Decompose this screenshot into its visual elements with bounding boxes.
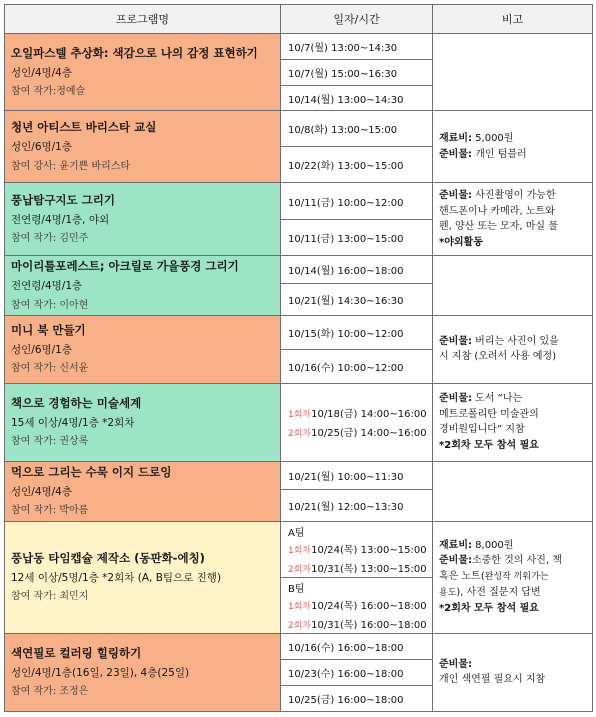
program-target: 성인/4명/1층(16일, 23일), 4층(25일) (11, 666, 190, 679)
session-date: 10/24(목) 13:00~15:00 (311, 544, 427, 556)
note-cell (433, 461, 593, 521)
program-cell (5, 521, 281, 633)
program-artist: 참여 작가: 권상록 (11, 436, 89, 448)
header-note: 비고 (433, 5, 593, 34)
program-cell (5, 383, 281, 461)
note-cell (433, 633, 593, 711)
program-target: 전연령/4명/1층 (11, 279, 83, 292)
note-text: 용도 (439, 587, 457, 598)
header-datetime: 일자/시간 (281, 5, 433, 34)
date-cell: 10/16(수) 10:00~12:00 (281, 349, 433, 383)
note-text: 버리는 사진이 있을 (471, 335, 559, 347)
session-label: 1회차 (288, 410, 312, 421)
date-cell: 10/21(월) 14:30~16:30 (281, 284, 433, 315)
note-text: 핸드폰이나 카메라, 노트와 (439, 205, 555, 217)
program-cell (5, 256, 281, 316)
note-cell (433, 34, 593, 111)
program-artist: 참여 강사: 윤기쁜 바리스타 (11, 160, 131, 172)
date-cell: 10/22(화) 13:00~15:00 (281, 147, 433, 183)
program-title: 미니 북 만들기 (11, 322, 86, 337)
note-cell (433, 256, 593, 316)
program-target: 15세 이상/4명/1층 *2회차 (11, 416, 135, 429)
program-artist: 참여 작가: 김민주 (11, 233, 89, 245)
header-program: 프로그램명 (5, 5, 281, 34)
note-cell (433, 111, 593, 183)
date-cell: 10/25(금) 16:00~18:00 (281, 685, 433, 711)
table-row (5, 111, 593, 147)
session-label: 2회차 (288, 429, 312, 440)
team-label: B팀 (288, 583, 305, 595)
session-date: 10/24(목) 16:00~18:00 (311, 600, 427, 612)
note-text: 경비원입니다” 지참 (439, 424, 525, 436)
note-label: 준비물: (439, 658, 472, 670)
program-title: 청년 아티스트 바리스타 교실 (11, 120, 157, 135)
team-label: A팀 (288, 527, 305, 539)
note-text: ), 사전 질문지 답변 (456, 586, 541, 598)
session-date: 10/31(목) 16:00~18:00 (311, 619, 427, 631)
note-text: 메트로폴리탄 미술관의 (439, 408, 539, 420)
session-label: 1회차 (288, 601, 312, 612)
session-label: 1회차 (288, 545, 312, 556)
note-text: 시 지참 (오려서 사용 예정) (439, 351, 557, 363)
program-cell (5, 34, 281, 111)
program-title: 풍납탐구지도 그리기 (11, 192, 115, 207)
table-row (5, 183, 593, 220)
program-target: 12세 이상/5명/1층 *2회차 (A, B팀으로 진행) (11, 571, 222, 584)
program-target: 성인/6명/1층 (11, 141, 73, 154)
program-artist: 참여 작가: 이아현 (11, 299, 89, 311)
program-target: 성인/4명/4층 (11, 485, 73, 498)
session-date: 10/25(금) 14:00~16:00 (311, 428, 427, 440)
header-row (5, 5, 593, 34)
note-text: 도서 “나는 (471, 393, 523, 405)
session-label: 2회차 (288, 564, 312, 575)
program-target: 성인/6명/1층 (11, 343, 73, 356)
program-artist: 참여 작가: 최민지 (11, 591, 89, 603)
date-cell: 10/7(월) 15:00~16:30 (281, 60, 433, 86)
note-label: 준비물: (439, 555, 472, 567)
program-target: 성인/4명/4층 (11, 66, 73, 79)
note-label: *2회차 모두 참석 필요 (439, 439, 539, 451)
table-row (5, 256, 593, 284)
program-artist: 참여 작가: 조정은 (11, 686, 89, 698)
program-title: 풍납동 타임캡슐 제작소 (동판화-에칭) (11, 550, 205, 565)
note-label: *야외활동 (439, 236, 483, 248)
date-cell: 10/14(월) 13:00~14:30 (281, 86, 433, 111)
date-cell: 10/23(수) 16:00~18:00 (281, 659, 433, 685)
note-label: 준비물: (439, 190, 472, 201)
program-artist: 참여 작가: 박아름 (11, 505, 89, 517)
date-cell: 10/21(월) 12:00~13:30 (281, 489, 433, 521)
program-cell (5, 183, 281, 256)
program-cell (5, 633, 281, 711)
program-artist: 참여 작가:정예슬 (11, 86, 86, 98)
date-cell: 10/15(화) 10:00~12:00 (281, 315, 433, 349)
date-cell: 10/14(월) 16:00~18:00 (281, 256, 433, 284)
date-cell: 10/11(금) 10:00~12:00 (281, 183, 433, 220)
program-title: 책으로 경험하는 미술세계 (11, 395, 142, 410)
date-cell: 10/8(화) 13:00~15:00 (281, 111, 433, 147)
table-row (5, 521, 593, 577)
note-label: 재료비: (439, 133, 472, 144)
note-label: 준비물: (439, 335, 472, 347)
session-date: 10/18(금) 14:00~16:00 (311, 409, 427, 421)
date-cell: 10/11(금) 13:00~15:00 (281, 220, 433, 256)
note-text: 5,000원 (471, 133, 514, 144)
note-text: 8,000원 (471, 539, 514, 551)
note-label: *2회차 모두 참석 필요 (439, 602, 539, 614)
note-text: 사진촬영이 가능한 (471, 190, 556, 201)
note-text: 개인 색연필 필요시 지참 (439, 674, 546, 686)
note-cell (433, 183, 593, 256)
date-cell: 10/16(수) 16:00~18:00 (281, 633, 433, 659)
program-cell (5, 315, 281, 383)
note-text: 개인 텀블러 (471, 148, 527, 160)
date-cell (281, 521, 433, 577)
program-target: 전연령/4명/1층, 야외 (11, 213, 110, 226)
note-cell (433, 315, 593, 383)
program-cell (5, 461, 281, 521)
program-title: 마이리틀포레스트; 아크릴로 가을풍경 그리기 (11, 259, 239, 273)
table-row (5, 633, 593, 659)
note-text: 완성작 끼워가는 (484, 571, 549, 582)
session-label: 2회차 (288, 620, 312, 631)
date-cell: 10/21(월) 10:00~11:30 (281, 461, 433, 489)
program-title: 오일파스텔 추상화: 색감으로 나의 감정 표현하기 (11, 45, 258, 60)
note-label: 재료비: (439, 539, 472, 551)
date-cell (281, 577, 433, 633)
program-artist: 참여 작가: 신서윤 (11, 363, 89, 375)
program-cell (5, 111, 281, 183)
table-row (5, 315, 593, 349)
note-text: 펜, 양산 또는 모자, 마실 물 (439, 221, 558, 232)
table-row (5, 34, 593, 60)
note-text: 혹은 노트( (439, 570, 485, 582)
program-title: 먹으로 그리는 수묵 이지 드로잉 (11, 464, 172, 479)
date-cell (281, 383, 433, 461)
program-title: 색연필로 컬러링 힐링하기 (11, 645, 142, 660)
note-label: 준비물: (439, 148, 472, 160)
note-cell (433, 521, 593, 633)
note-label: 준비물: (439, 393, 472, 405)
note-text: 소중한 것의 사진, 책 (471, 555, 562, 567)
program-table (4, 4, 593, 712)
note-cell (433, 383, 593, 461)
table-row (5, 383, 593, 461)
date-cell: 10/7(월) 13:00~14:30 (281, 34, 433, 60)
table-row (5, 461, 593, 489)
session-date: 10/31(목) 13:00~15:00 (311, 563, 427, 575)
